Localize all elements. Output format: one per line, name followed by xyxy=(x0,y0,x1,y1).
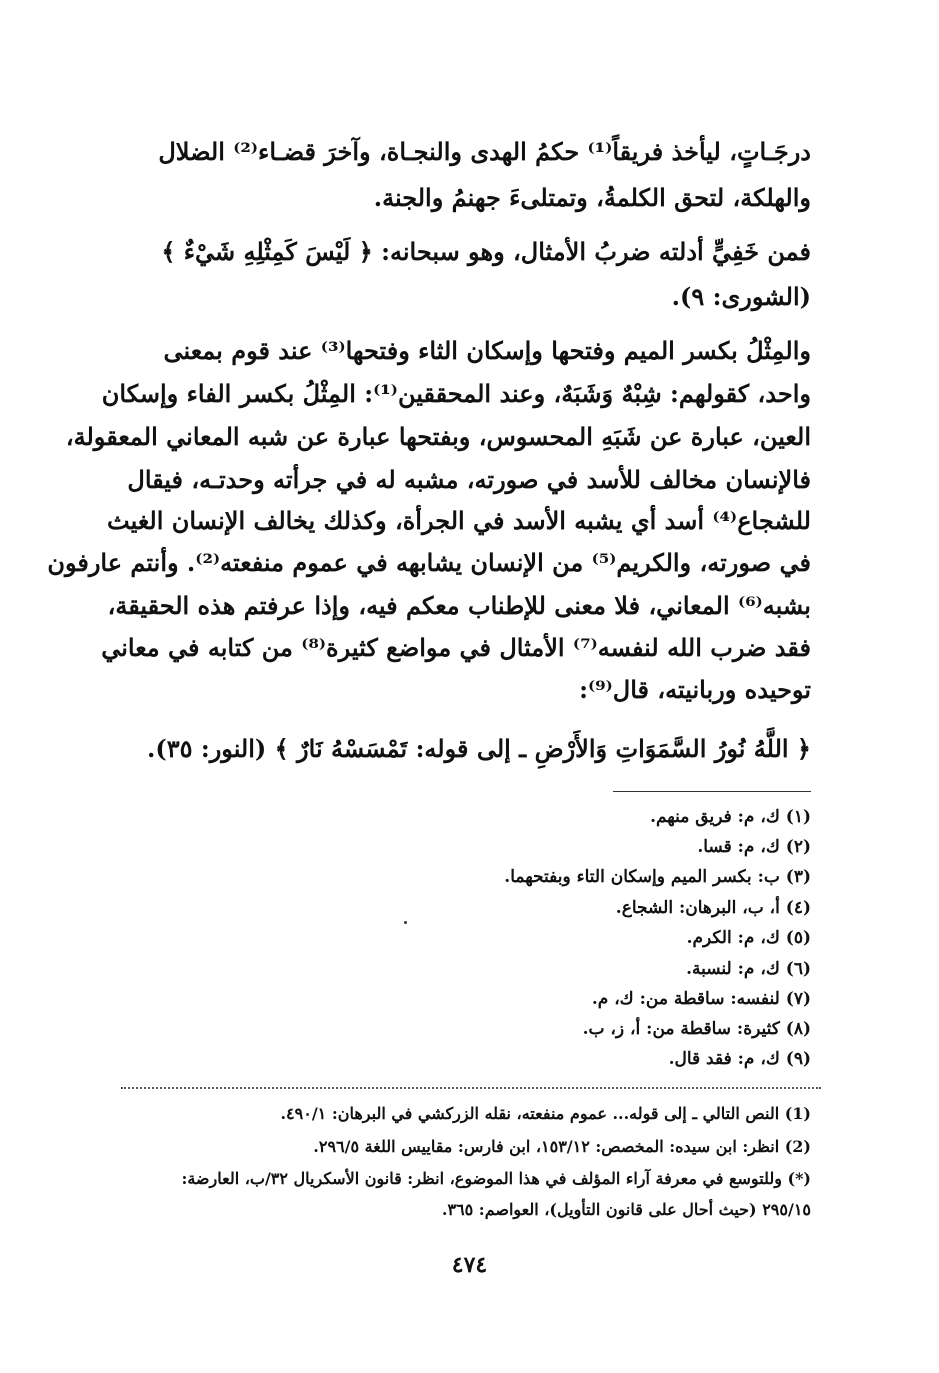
text-line: فالإنسان مخالف للأسد في صورته، مشبه له في جرأته وحدتـه، فيقال xyxy=(127,465,811,494)
text-line: فمن خَفِيٍّ أدلته ضربُ الأمثال، وهو سبحانه: ﴿ لَيْسَ كَمِثْلِهِ شَيْءٌ ﴾ xyxy=(161,237,811,266)
text-line: واحد، كقولهم: شِبْهٌ وَشَبَهٌ، وعند المحققين⁽¹⁾: المِثْلُ بكسر الفاء وإسكان xyxy=(101,379,811,408)
footnote: (١) ك، م: فريق منهم. xyxy=(650,807,811,827)
footnote: (٧) لنفسه: ساقطة من: ك، م. xyxy=(591,989,811,1009)
footnote: (٥) ك، م: الكرم. xyxy=(686,928,811,948)
footnote: (٩) ك، م: فقد قال. xyxy=(668,1049,811,1069)
text-line: والهلكة، لتحق الكلمةُ، وتمتلىءَ جهنمُ والجنة. xyxy=(373,183,811,212)
footnote: (٦) ك، م: لنسبة. xyxy=(686,959,811,979)
footnote: (٤) أ، ب، البرهان: الشجاع. xyxy=(615,898,811,918)
dotted-separator xyxy=(121,1087,821,1091)
text-line: فقد ضرب الله لنفسه⁽⁷⁾ الأمثال في مواضع كثيرة⁽⁸⁾ من كتابه في معاني xyxy=(101,633,811,662)
text-line: في صورته، والكريم⁽⁵⁾ من الإنسان يشابهه في عموم منفعته⁽²⁾. وأنتم عارفون xyxy=(47,548,811,577)
text-line: (الشورى: ٩). xyxy=(671,282,811,311)
print-speck xyxy=(404,921,407,924)
page-number: ٤٧٤ xyxy=(451,1252,488,1278)
footnote: (٨) كثيرة: ساقطة من: أ، ز، ب. xyxy=(582,1019,811,1039)
footnote: (٣) ب: بكسر الميم وإسكان التاء وبفتحهما. xyxy=(504,867,811,887)
footnote-separator xyxy=(613,791,811,792)
editor-note: (1) النص التالي ـ إلى قوله... عموم منفعته، نقله الزركشي في البرهان: ٤٩٠/١. xyxy=(280,1104,811,1123)
text-line: للشجاع⁽⁴⁾ أسد أي يشبه الأسد في الجرأة، وكذلك يخالف الإنسان الغيث xyxy=(107,506,811,535)
text-line: بشبه⁽⁶⁾ المعاني، فلا معنى للإطناب معكم فيه، وإذا عرفتم هذه الحقيقة، xyxy=(107,591,811,620)
text-line: العين، عبارة عن شَبَهِ المحسوس، وبفتحها عبارة عن شبه المعاني المعقولة، xyxy=(65,422,811,451)
text-line: توحيده وربانيته، قال⁽⁹⁾: xyxy=(579,675,811,704)
editor-note: (*) وللتوسع في معرفة آراء المؤلف في هذا الموضوع، انظر: قانون الأسكريال ٣٢/ب، العارضة: xyxy=(181,1169,811,1188)
text-line: والمِثْلُ بكسر الميم وفتحها وإسكان الثاء وفتحها⁽³⁾ عند قوم بمعنى xyxy=(163,336,811,365)
editor-note: (2) انظر: ابن سيده: المخصص: ١٥٣/١٢، ابن فارس: مقاييس اللغة ٢٩٦/٥. xyxy=(313,1137,811,1156)
text-line: ﴿ اللَّهُ نُورُ السَّمَوَاتِ وَالأَرْضِ ـ إلى قوله: تَمْسَسْهُ نَارٌ ﴾ (النور: ٣٥). xyxy=(146,734,811,763)
footnote: (٢) ك، م: قسا. xyxy=(697,837,811,857)
editor-note: ٢٩٥/١٥ (حيث أحال على قانون التأويل)، العواصم: ٣٦٥. xyxy=(441,1200,811,1219)
text-line: درجَـاتٍ، ليأخذ فريقاً⁽¹⁾ حكمُ الهدى والنجـاة، وآخرَ قضـاء⁽²⁾ الضلال xyxy=(158,137,811,166)
